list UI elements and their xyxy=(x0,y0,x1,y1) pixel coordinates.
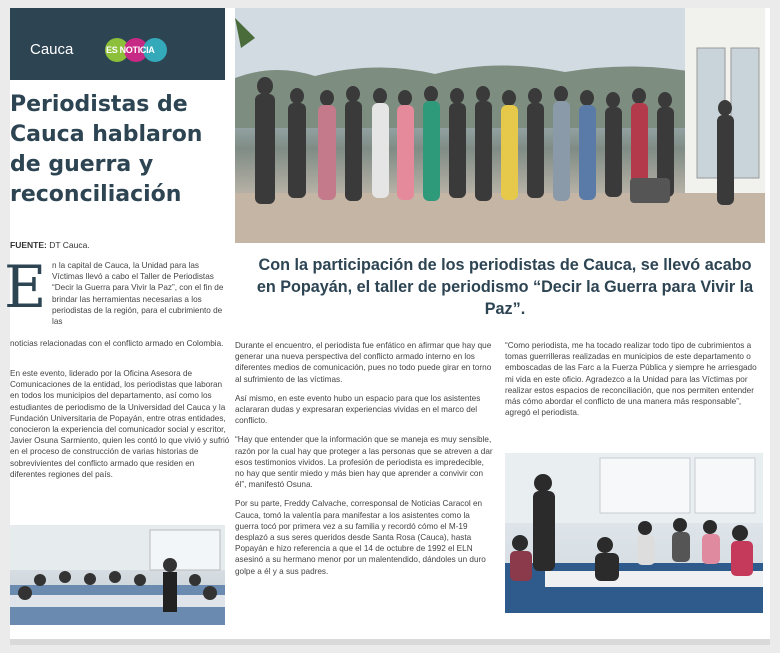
right-column xyxy=(505,340,763,426)
middle-paragraph-2: Así mismo, en este evento hubo un espacio para que los asistentes aclararan dudas y expresaran experiencias vividas en el marco del conflicto. xyxy=(235,393,481,426)
source-line xyxy=(10,240,90,250)
article-subhead: Con la participación de los periodistas de Cauca, se llevó acabo en Popayán, el taller de periodismo “Decir la Guerra para Vivir la Paz”. xyxy=(256,256,754,318)
middle-paragraph-1: Durante el encuentro, el periodista fue enfático en afirmar que hay que generar una nueva perspectiva del conflicto armado interno en los diferentes medios de comunicación, pues no todo puede girar en torno al sufrimiento de las víctimas. xyxy=(235,341,492,384)
group-photo xyxy=(235,8,765,243)
workshop-photo-small xyxy=(10,525,225,625)
middle-paragraph-4: Por su parte, Freddy Calvache, corresponsal de Noticias Caracol en Cauca, tomó la valentía para manifestar a los asistentes como la guerra tocó por primera vez a su familia y recordó cómo el M-19 desplazó a sus seres queridos desde Santa Rosa (Cauca), hasta Popayán e hizo referencia a que el 14 de octubre de 1992 el ELN asesinó a su hermano menor por un malentendido, dándoles un duro golpe a él y a sus padres. xyxy=(235,499,486,576)
section-label: Cauca xyxy=(30,41,74,58)
middle-column xyxy=(235,340,493,585)
section-banner xyxy=(10,8,225,80)
article-headline: Periodistas de Cauca hablaron de guerra y reconciliación xyxy=(10,92,203,207)
workshop-photo-right xyxy=(505,453,763,613)
bottom-divider xyxy=(10,639,770,645)
right-paragraph-1: “Como periodista, me ha tocado realizar todo tipo de cubrimientos a tomas guerrilleras realizadas en municipios de este departamento o emboscadas de las Farc a la Fuerza Pública y siempre he arriesgado mi vida en este oficio. Agradezco a la Unidad para las Víctimas por realizar estos espacios de reconciliación, que nos permiten entender más cómo abordar el conflicto de una manera más responsable”, agregó el periodista. xyxy=(505,341,757,418)
source-value: DT Cauca. xyxy=(49,240,90,250)
workshop-photo-small-illustration xyxy=(10,525,225,625)
workshop-photo-right-illustration xyxy=(505,453,763,613)
es-noticia-label: ES NOTICIA xyxy=(106,45,155,55)
second-paragraph: En este evento, liderado por la Oficina Asesora de Comunicaciones de la entidad, los periodistas que laboran en todos los municipios del departamento, así como los estudiantes de periodismo de la Universidad del Cauca y la Fundación Universitaria de Popayán, entre otras entidades, conocieron la experiencia del comunicador social y escritor, Javier Osuna Sarmiento, quien les contó lo que vivió y sufrió en el proceso de construcción de varias historias de sobrevivientes del conflicto armado que residen en diferentes regiones del país. xyxy=(10,369,230,479)
lead-paragraph-continued: noticias relacionadas con el conflicto armado en Colombia. xyxy=(10,339,224,348)
source-label: FUENTE: xyxy=(10,240,47,250)
group-photo-illustration xyxy=(235,8,765,243)
middle-paragraph-3: “Hay que entender que la información que se maneja es muy sensible, razón por la cual hay que proteger a las personas que se atreven a dar esos testimonios vividos. La profesión de periodista es impredecible, no hay que sentir miedo y más bien hay que aprender a convivir con él”, manifestó Osuna. xyxy=(235,435,493,490)
lead-paragraph: n la capital de Cauca, la Unidad para las Víctimas llevó a cabo el Taller de Periodistas “Decir la Guerra para Vivir la Paz”, con el fin de brindar las herramientas necesarias a los periodistas de la región, para el cubrimiento de las xyxy=(52,261,224,327)
drop-cap: E xyxy=(4,253,47,321)
